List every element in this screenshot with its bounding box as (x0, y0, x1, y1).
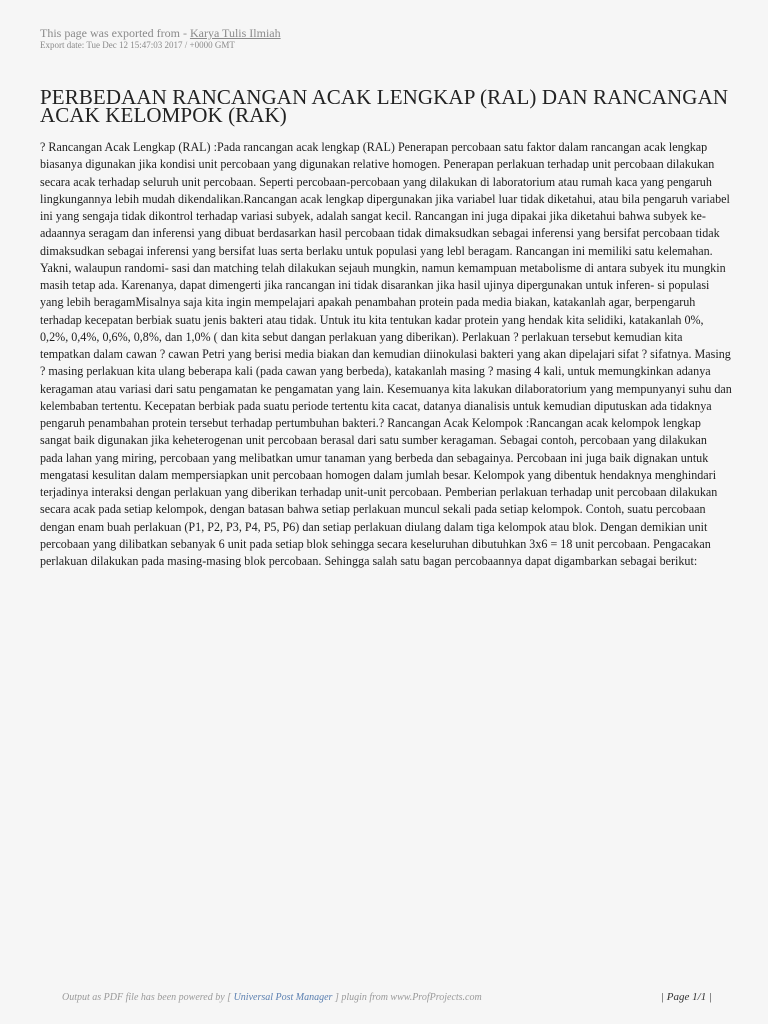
export-prefix: This page was exported from - (40, 26, 190, 40)
export-source-line (40, 27, 730, 40)
footer-prefix: Output as PDF file has been powered by [ (62, 992, 234, 1003)
export-date: Export date: Tue Dec 12 15:47:03 2017 / +0000 GMT (40, 40, 235, 50)
export-header (40, 27, 730, 50)
page-number: | Page 1/1 | (661, 991, 712, 1003)
document-title: PERBEDAAN RANCANGAN ACAK LENGKAP (RAL) DAN RANCANGAN ACAK KELOMPOK (RAK) (40, 85, 729, 127)
document-body: ? Rancangan Acak Lengkap (RAL) :Pada rancangan acak lengkap (RAL) Penerapan percobaan satu faktor dalam rancangan acak lengkap biasanya digunakan jika kondisi unit percobaan yang digunakan relative homogen. Penerapan perlakuan terhadap unit percobaan dilakukan secara acak terhadap seluruh unit percobaan. Seperti percobaan-percobaan yang dilakukan di laboratorium atau rumah kaca yang pengaruh lingkungannya lebih mudah dikendalikan.Rancangan acak lengkap dipergunakan jika variabel luar tidak diketahui, atau bila pengaruh variabel ini yang sengaja tidak dikontrol terhadap variasi subyek, adalah sangat kecil. Rancangan ini juga dipakai jika diketahui bahwa subyek ke- adaannya seragam dan inferensi yang dibuat berdasarkan hasil percobaan tidak dimaksudkan sebagai inferensi yang bersifat percobaan tidak dimaksudkan sebagai inferensi yang bersifat luas serta berlaku untuk populasi yang lebl beragam. Rancangan ini memiliki satu kelemahan. Yakni, walaupun randomi- sasi dan matching telah dilakukan sejauh mungkin, namun kemampuan metabolisme di antara subyek itu mungkin masih tetap ada. Karenanya, dapat dimengerti jika rancangan ini tidak disarankan jika hasil ujinya dipergunakan untuk inferen- si populasi yang lebih beragamMisalnya saja kita ingin mempelajari apakah penambahan protein pada media biakan, katakanlah agar, berpengaruh terhadap kecepatan berbiak suatu jenis bakteri atau tidak. Untuk itu kita tentukan kadar protein yang hendak kita selidiki, katakanlah 0%, 0,2%, 0,4%, 0,6%, 0,8%, dan 1,0% ( dan kita sebut dangan perlakuan yang diberikan). Perlakuan ? perlakuan tersebut kemudian kita tempatkan dalam cawan ? cawan Petri yang berisi media biakan dan kemudian diinokulasi bakteri yang akan dipelajari sifat ? sifatnya. Masing ? masing perlakuan kita ulang beberapa kali (pada cawan yang berbeda), katakanlah masing ? masing 4 kali, untuk memungkinkan adanya keragaman atau variasi dari satu pengamatan ke pengamatan yang lain. Kesemuanya kita lakukan dilaboratorium yang mempunyanyi suhu dan kelembaban tertentu. Kecepatan berbiak pada suatu periode tertentu kita cacat, datanya dianalisis untuk kemudian diputuskan ada tidaknya pengaruh penambahan protein tersebut terhadap pertumbuhan bakteri.? Rancangan Acak Kelompok :Rancangan acak kelompok lengkap sangat baik digunakan jika keheterogenan unit percobaan berasal dari satu sumber keragaman. Sebagai contoh, percobaan yang dilakukan pada lahan yang miring, percobaan yang melibatkan umur tanaman yang berbeda dan sebagainya. Percobaan ini juga baik dignakan untuk mengatasi kesulitan dalam mempersiapkan unit percobaan homogen dalam jumlah besar. Kelompok yang dibentuk hendaknya menghindari terjadinya interaksi dengan perlakuan yang diberikan terhadap unit-unit percobaan. Pemberian perlakuan terhadap unit percobaan dilakukan secara acak pada setiap kelompok, dengan batasan bahwa setiap perlakuan muncul sekali pada setiap kelompok. Contoh, suatu percobaan dengan enam buah perlakuan (P1, P2, P3, P4, P5, P6) dan setiap perlakuan diulang dalam tiga kelompok atau blok. Dengan demikian unit percobaan yang dilibatkan sebanyak 6 unit pada setiap blok sehingga secara keseluruhan dibutuhkan 3x6 = 18 unit percobaan. Pengacakan perlakuan dilakukan pada masing-masing blok percobaan. Sehingga salah satu bagan percobaannya dapat digambarkan sebagai berikut: (40, 140, 732, 568)
footer-credit (62, 992, 722, 1003)
plugin-link[interactable]: Universal Post Manager (233, 992, 333, 1003)
footer-suffix: ] plugin from www.ProfProjects.com (332, 992, 482, 1003)
site-link[interactable]: Karya Tulis Ilmiah (189, 26, 281, 40)
